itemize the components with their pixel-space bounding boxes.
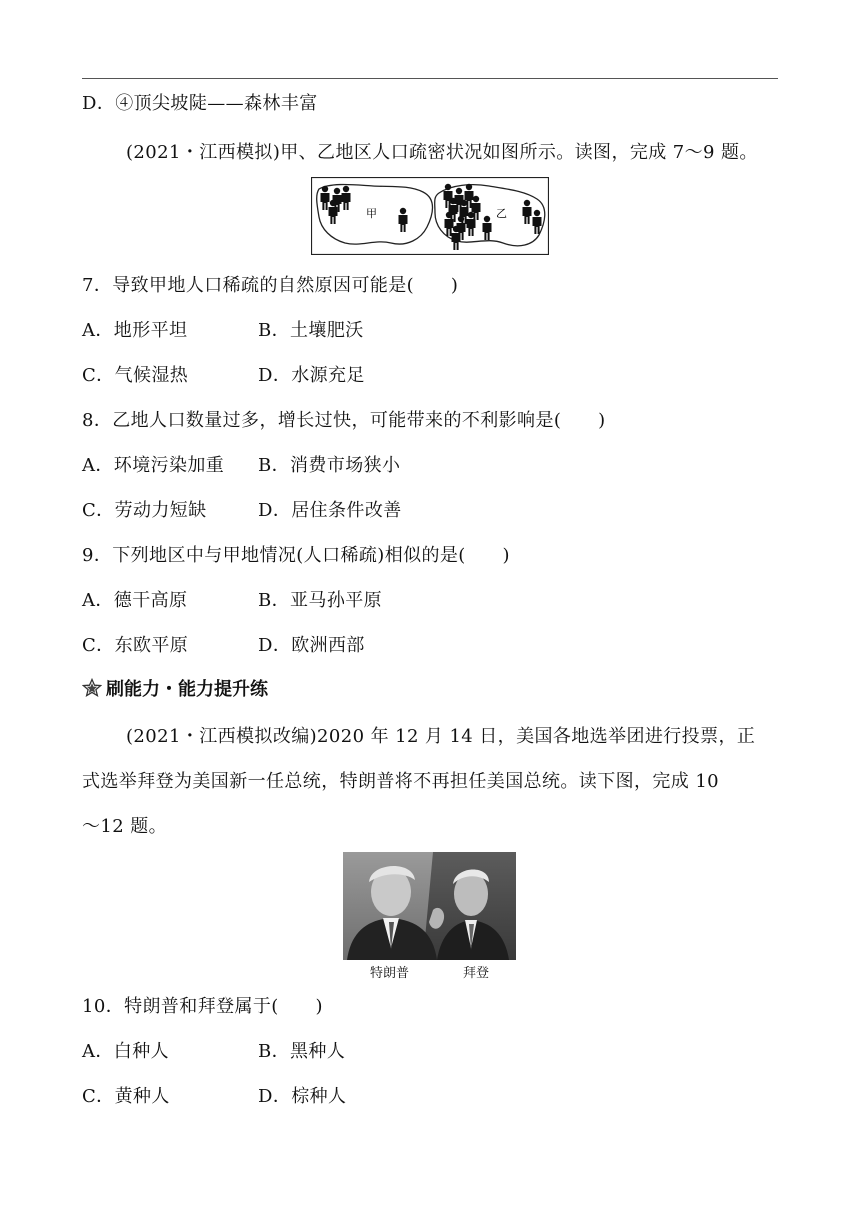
question-10-options-row1 (82, 1040, 345, 1064)
portrait-photo (343, 852, 516, 960)
question-8-option-a[interactable]: A．环境污染加重 (82, 455, 225, 476)
question-8-options-row2 (82, 499, 402, 523)
option-d-previous: D．④顶尖坡陡——森林丰富 (82, 93, 318, 114)
question-9-options-row2 (82, 634, 365, 658)
question-7-options-row1 (82, 319, 364, 343)
section-title: 刷能力・能力提升练 (106, 679, 268, 700)
question-8-option-d[interactable]: D．居住条件改善 (258, 500, 402, 521)
label-jia: 甲 (366, 207, 377, 220)
passage-10-12-line3: ～12 题。 (82, 816, 168, 837)
header-rule (82, 78, 778, 79)
question-10-options-row2 (82, 1085, 346, 1109)
question-9-stem: 9．下列地区中与甲地情况(人口稀疏)相似的是( ) (82, 545, 510, 566)
question-8-option-b[interactable]: B．消费市场狭小 (258, 455, 401, 476)
question-10-option-a[interactable]: A．白种人 (82, 1041, 169, 1062)
section-heading (82, 675, 268, 701)
question-8-options-row1 (82, 454, 400, 478)
caption-trump: 特朗普 (370, 966, 410, 981)
passage-10-12-line1: (2021・江西模拟改编)2020 年 12 月 14 日，美国各地选举团进行投票，正 (126, 726, 756, 747)
population-density-figure (311, 177, 549, 255)
question-7-option-a[interactable]: A．地形平坦 (82, 320, 188, 341)
question-7-options-row2 (82, 364, 365, 388)
question-7-stem: 7．导致甲地人口稀疏的自然原因可能是( ) (82, 275, 459, 296)
question-10-option-d[interactable]: D．棕种人 (258, 1086, 347, 1107)
passage-7-9: (2021・江西模拟)甲、乙地区人口疏密状况如图所示。读图，完成 7～9 题。 (126, 142, 758, 163)
caption-biden: 拜登 (463, 966, 490, 981)
question-10-stem: 10．特朗普和拜登属于( ) (82, 996, 323, 1017)
question-8-stem: 8．乙地人口数量过多，增长过快，可能带来的不利影响是( ) (82, 410, 606, 431)
question-7-option-c[interactable]: C．气候湿热 (82, 365, 189, 386)
question-8-option-c[interactable]: C．劳动力短缺 (82, 500, 207, 521)
question-10-option-b[interactable]: B．黑种人 (258, 1041, 346, 1062)
passage-10-12-line2: 式选举拜登为美国新一任总统，特朗普将不再担任美国总统。读下图，完成 10 (82, 771, 720, 792)
star-icon (82, 678, 102, 698)
question-7-option-d[interactable]: D．水源充足 (258, 365, 365, 386)
question-9-option-a[interactable]: A．德干高原 (82, 590, 188, 611)
question-7-option-b[interactable]: B．土壤肥沃 (258, 320, 364, 341)
question-9-option-b[interactable]: B．亚马孙平原 (258, 590, 383, 611)
label-yi: 乙 (496, 207, 507, 220)
question-9-option-d[interactable]: D．欧洲西部 (258, 635, 365, 656)
question-10-option-c[interactable]: C．黄种人 (82, 1086, 170, 1107)
question-9-options-row1 (82, 589, 382, 613)
question-9-option-c[interactable]: C．东欧平原 (82, 635, 189, 656)
